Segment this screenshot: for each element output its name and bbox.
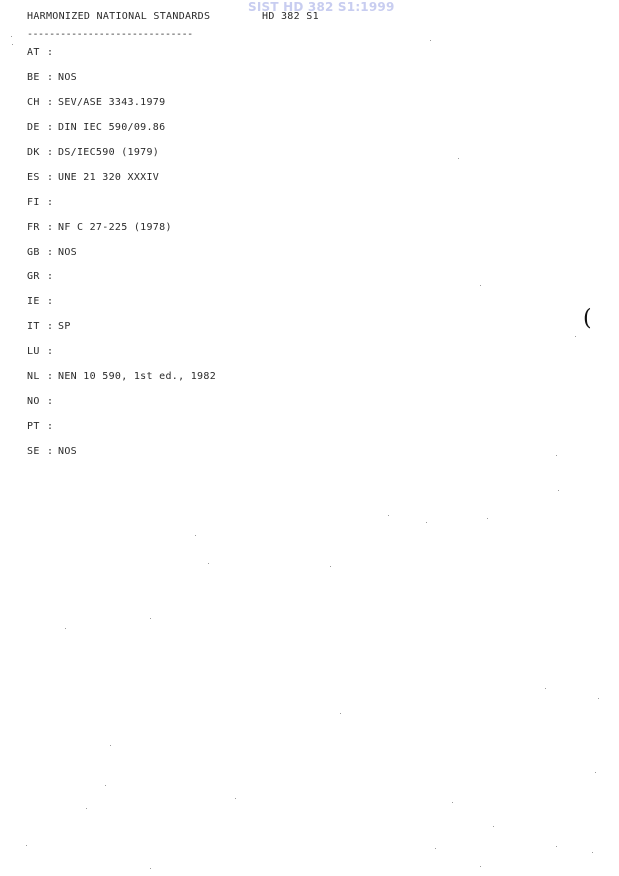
standard-row-ie — [27, 296, 216, 321]
standard-row-lu — [27, 346, 216, 371]
scan-speck — [65, 628, 66, 629]
standard-row-gb — [27, 247, 216, 272]
country-code: AT — [27, 47, 40, 58]
scan-speck — [430, 40, 431, 41]
watermark: SIST HD 382 S1:1999 — [248, 0, 395, 14]
standard-row-fr — [27, 222, 216, 247]
standard-row-gr — [27, 271, 216, 296]
row-separator: : — [47, 271, 54, 283]
scan-speck — [545, 688, 546, 689]
document-title: HARMONIZED NATIONAL STANDARDS — [27, 11, 211, 22]
scan-speck — [558, 490, 559, 491]
standard-reference: NF C 27-225 (1978) — [58, 221, 172, 233]
scan-speck — [452, 802, 453, 803]
standard-row-at — [27, 47, 216, 72]
standard-reference: DIN IEC 590/09.86 — [58, 121, 166, 133]
row-separator: : — [47, 446, 54, 457]
country-code: LU — [27, 346, 40, 358]
row-separator: : — [47, 47, 54, 58]
country-code: CH — [27, 96, 40, 108]
country-code: FR — [27, 221, 40, 233]
standard-row-fi — [27, 197, 216, 222]
standard-reference: NEN 10 590, 1st ed., 1982 — [58, 371, 217, 383]
margin-mark: ( — [583, 306, 592, 331]
standard-reference: DS/IEC590 (1979) — [58, 146, 160, 158]
standard-reference: NOS — [58, 246, 77, 258]
scan-speck — [150, 618, 151, 619]
scan-speck — [26, 845, 27, 846]
standard-row-de — [27, 122, 216, 147]
scan-speck — [235, 798, 236, 799]
document-reference: HD 382 S1 — [262, 11, 319, 22]
scan-speck — [480, 866, 481, 867]
scan-speck — [150, 868, 151, 869]
country-code: DE — [27, 121, 40, 133]
row-separator: : — [47, 296, 54, 308]
standards-list — [27, 47, 216, 471]
scan-speck — [11, 36, 12, 37]
row-separator: : — [47, 421, 54, 433]
standard-row-dk — [27, 147, 216, 172]
standard-reference: NOS — [58, 71, 77, 83]
scan-speck — [110, 745, 111, 746]
row-separator: : — [47, 346, 54, 358]
standard-row-se — [27, 446, 216, 471]
row-separator: : — [47, 321, 54, 333]
standard-reference: SEV/ASE 3343.1979 — [58, 96, 166, 108]
standard-row-pt — [27, 421, 216, 446]
scan-speck — [556, 846, 557, 847]
scan-speck — [592, 852, 593, 853]
row-separator: : — [47, 246, 54, 258]
scan-speck — [208, 563, 209, 564]
scan-speck — [575, 336, 576, 337]
scan-speck — [556, 455, 557, 456]
standard-row-it — [27, 321, 216, 346]
row-separator: : — [47, 171, 54, 183]
country-code: NO — [27, 396, 40, 408]
scan-speck — [105, 785, 106, 786]
row-separator: : — [47, 146, 54, 158]
scan-speck — [86, 808, 87, 809]
country-code: ES — [27, 171, 40, 183]
country-code: GR — [27, 271, 40, 283]
row-separator: : — [47, 121, 54, 133]
standard-row-nl — [27, 371, 216, 396]
scan-speck — [435, 848, 436, 849]
scan-speck — [426, 522, 427, 523]
country-code: NL — [27, 371, 40, 383]
scan-speck — [195, 535, 196, 536]
standard-reference: UNE 21 320 XXXIV — [58, 171, 160, 183]
country-code: SE — [27, 446, 40, 457]
row-separator: : — [47, 196, 54, 208]
row-separator: : — [47, 96, 54, 108]
row-separator: : — [47, 221, 54, 233]
scan-speck — [595, 772, 596, 773]
country-code: DK — [27, 146, 40, 158]
country-code: PT — [27, 421, 40, 433]
country-code: IT — [27, 321, 40, 333]
row-separator: : — [47, 371, 54, 383]
scan-speck — [598, 698, 599, 699]
scan-speck — [330, 566, 331, 567]
standard-reference: NOS — [58, 446, 77, 457]
scan-speck — [340, 713, 341, 714]
country-code: FI — [27, 196, 40, 208]
country-code: BE — [27, 71, 40, 83]
scan-speck — [480, 285, 481, 286]
standard-row-es — [27, 172, 216, 197]
standard-reference: SP — [58, 321, 71, 333]
country-code: GB — [27, 246, 40, 258]
scan-speck — [12, 44, 13, 45]
scan-speck — [388, 515, 389, 516]
row-separator: : — [47, 71, 54, 83]
scan-speck — [458, 158, 459, 159]
title-underline: ------------------------------ — [27, 29, 193, 40]
scan-speck — [493, 826, 494, 827]
scan-speck — [487, 518, 488, 519]
standard-row-be — [27, 72, 216, 97]
standard-row-no — [27, 396, 216, 421]
country-code: IE — [27, 296, 40, 308]
standard-row-ch — [27, 97, 216, 122]
row-separator: : — [47, 396, 54, 408]
